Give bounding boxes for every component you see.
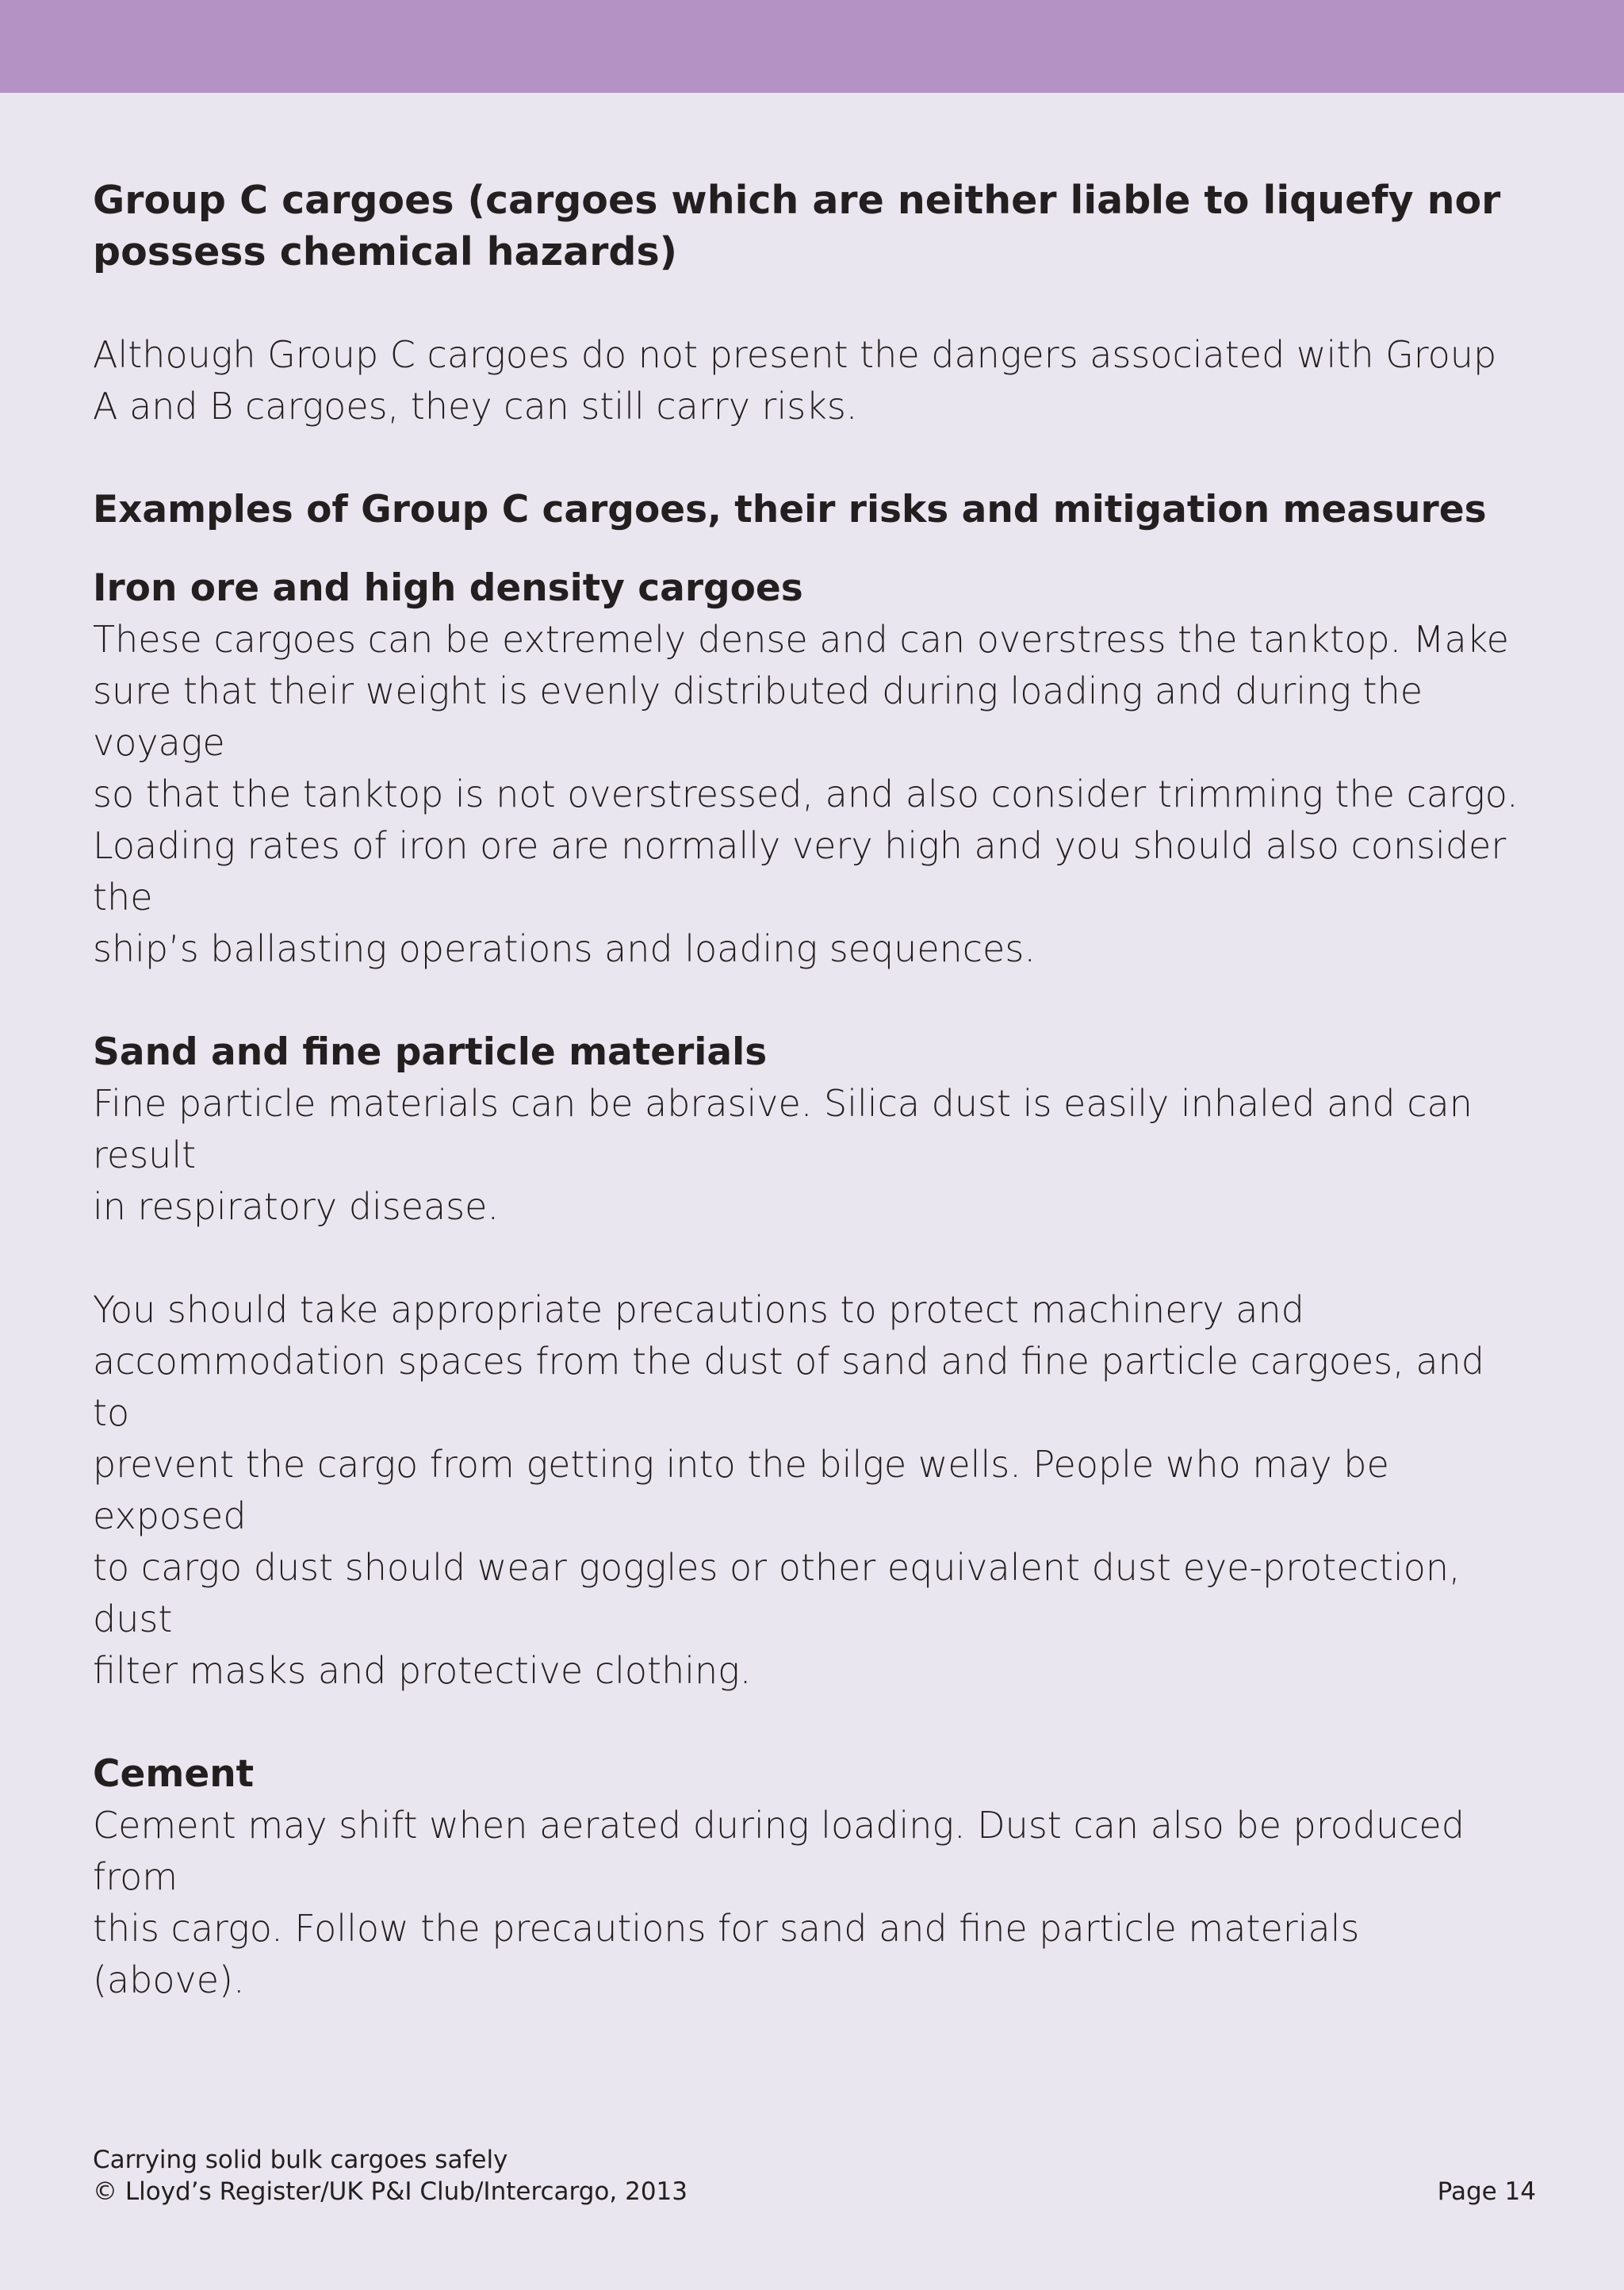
- text-line: in respiratory disease.: [93, 1185, 500, 1228]
- text-line: so that the tanktop is not overstressed, and also consider trimming the cargo.: [93, 773, 1519, 815]
- text-line: accommodation spaces from the dust of sand and fine particle cargoes, and to: [93, 1340, 1484, 1434]
- spacer: [93, 1233, 1520, 1284]
- footer-copyright: © Lloyd’s Register/UK P&I Club/Intercargo, 2013: [93, 2177, 688, 2206]
- section-title-sand: Sand and fine particle materials: [93, 1030, 768, 1074]
- intro-paragraph: [93, 329, 1520, 432]
- text-line: You should take appropriate precautions to protect machinery and: [93, 1288, 1304, 1331]
- text-line: filter masks and protective clothing.: [93, 1649, 752, 1692]
- section-body-sand-precautions: [93, 1284, 1520, 1697]
- text-line: to cargo dust should wear goggles or other equivalent dust eye-protection, dust: [93, 1546, 1461, 1640]
- text-line: Fine particle materials can be abrasive. Silica dust is easily inhaled and can result: [93, 1082, 1473, 1176]
- page-heading-line-1: Group C cargoes (cargoes which are neither liable to liquefy nor: [93, 178, 1501, 223]
- footer-document-title: Carrying solid bulk cargoes safely: [93, 2146, 508, 2174]
- spacer: [93, 975, 1520, 1026]
- header-band: [0, 0, 1624, 93]
- text-line: ship’s ballasting operations and loading sequences.: [93, 927, 1036, 970]
- section-body-cement: [93, 1800, 1520, 2006]
- spacer: [93, 1697, 1520, 1748]
- text-line: Loading rates of iron ore are normally very high and you should also consider the: [93, 824, 1507, 919]
- page-number: Page 14: [1437, 2177, 1536, 2206]
- page-heading-line-2: possess chemical hazards): [93, 229, 678, 274]
- intro-line-2: A and B cargoes, they can still carry risks.: [93, 385, 858, 428]
- spacer: [93, 278, 1520, 329]
- section-title-cement: Cement: [93, 1752, 255, 1796]
- page-heading: [93, 175, 1520, 278]
- text-line: this cargo. Follow the precautions for sand and fine particle materials (above).: [93, 1907, 1360, 2001]
- text-line: prevent the cargo from getting into the bilge wells. People who may be exposed: [93, 1443, 1389, 1537]
- section-body-iron: [93, 614, 1520, 975]
- footer-credits: [93, 2144, 1536, 2208]
- text-line: These cargoes can be extremely dense and can overstress the tanktop. Make: [93, 618, 1509, 661]
- intro-line-1: Although Group C cargoes do not present the dangers associated with Group: [93, 333, 1497, 376]
- examples-heading: Examples of Group C cargoes, their risks and mitigation measures: [93, 488, 1487, 531]
- section-title-iron: Iron ore and high density cargoes: [93, 566, 803, 610]
- page-footer: [93, 2144, 1536, 2208]
- page-content: [93, 175, 1520, 2006]
- text-line: Cement may shift when aerated during loading. Dust can also be produced from: [93, 1804, 1465, 1898]
- section-body-sand: [93, 1078, 1520, 1233]
- spacer: [93, 432, 1520, 484]
- spacer: [93, 535, 1520, 562]
- text-line: sure that their weight is evenly distributed during loading and during the voyage: [93, 669, 1423, 764]
